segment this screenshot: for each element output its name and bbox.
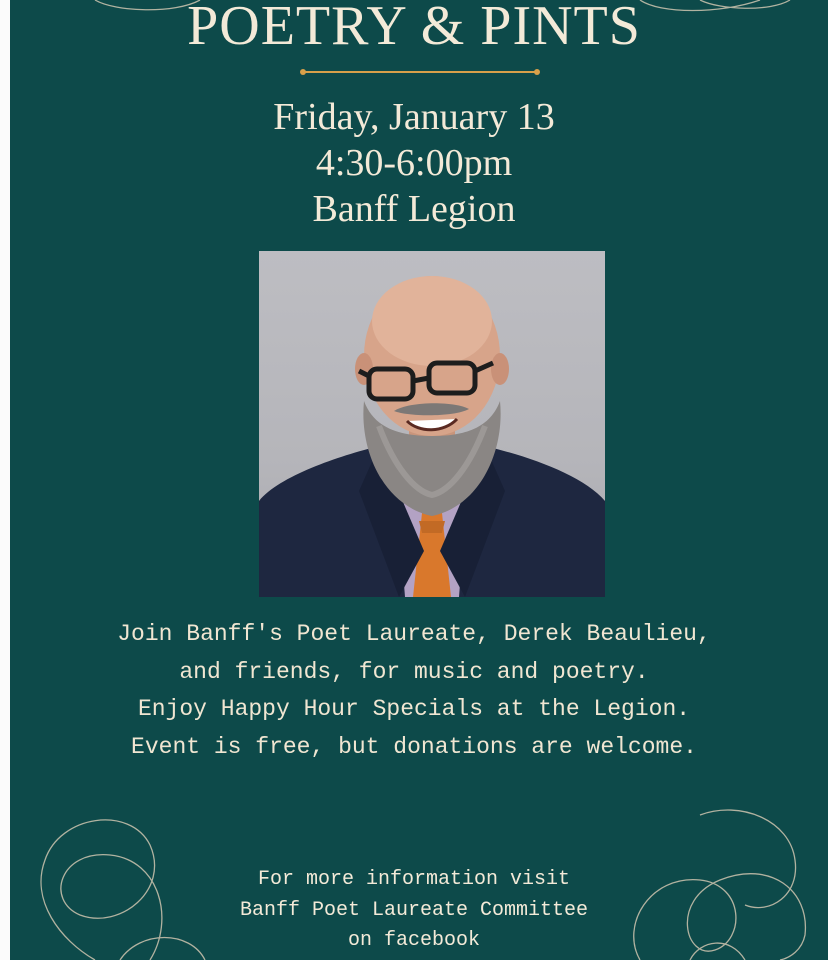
event-venue: Banff Legion	[312, 188, 516, 230]
description-line-2: and friends, for music and poetry.	[179, 658, 649, 685]
description-line-1: Join Banff's Poet Laureate, Derek Beaulieu,	[117, 621, 711, 647]
footer-line-3: on facebook	[347, 929, 481, 952]
footer-line-2: Banff Poet Laureate Committee	[239, 898, 589, 922]
poet-portrait-photo	[259, 251, 605, 597]
title-divider	[300, 70, 540, 74]
poster-title: POETRY & PINTS	[187, 0, 641, 57]
footer-line-1: For more information visit	[257, 868, 571, 891]
description-line-4: Event is free, but donations are welcome.	[131, 733, 697, 760]
description-line-3: Enjoy Happy Hour Specials at the Legion.	[137, 696, 691, 722]
event-time: 4:30-6:00pm	[315, 142, 513, 184]
event-date: Friday, January 13	[273, 96, 555, 138]
